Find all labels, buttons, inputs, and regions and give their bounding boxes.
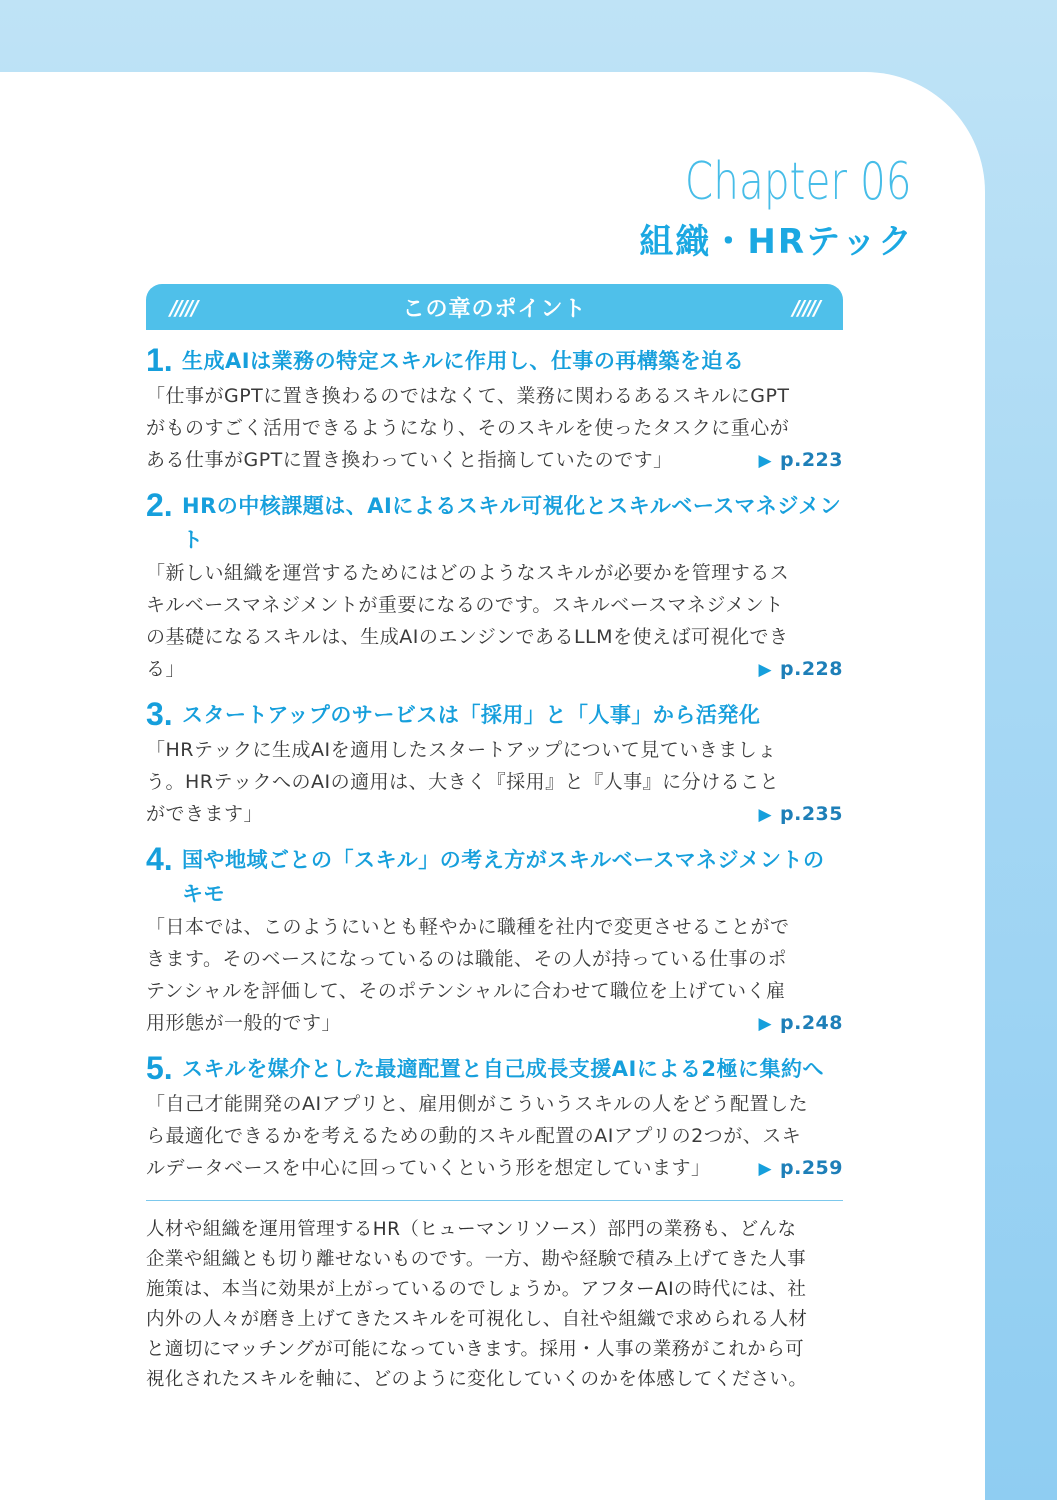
quote-line: 用形態が一般的です」: [146, 1012, 342, 1034]
quote-line: きます。そのベースになっているのは職能、その人が持っている仕事のポ: [146, 948, 788, 970]
point-number: 2.: [146, 487, 173, 523]
quote-line: ルデータベースを中心に回っていくという形を想定しています」: [146, 1157, 711, 1179]
chapter-title: 組織・HRテック: [639, 222, 914, 262]
page-reference: [758, 1007, 843, 1040]
point-item: [146, 839, 843, 1040]
point-heading: スタートアップのサービスは「採用」と「人事」から活発化: [182, 703, 761, 727]
quote-line: の基礎になるスキルは、生成AIのエンジンであるLLMを使えば可視化でき: [146, 626, 789, 648]
point-number: 1.: [146, 342, 173, 378]
point-header: [146, 1048, 843, 1088]
quote-line: う。HRテックへのAIの適用は、大きく『採用』と『人事』に分けること: [146, 771, 780, 793]
page-reference: [758, 653, 843, 686]
summary-line: 企業や組織とも切り離せないものです。一方、勘や経験で積み上げてきた人事: [146, 1249, 807, 1270]
page-reference-text: p.223: [780, 449, 843, 471]
quote-line: ら最適化できるかを考えるための動的スキル配置のAIアプリの2つが、スキ: [146, 1125, 802, 1147]
summary-line: 人材や組織を運用管理するHR（ヒューマンリソース）部門の業務も、どんな: [146, 1219, 797, 1240]
quote-line: 「HRテックに生成AIを適用したスタートアップについて見ていきましょ: [146, 739, 777, 761]
triangle-right-icon: ▶: [758, 451, 773, 471]
point-number: 4.: [146, 841, 173, 877]
summary-line: 内外の人々が磨き上げてきたスキルを可視化し、自社や組織で求められる人材: [146, 1309, 808, 1330]
quote-line: ある仕事がGPTに置き換わっていくと指摘していたのです」: [146, 449, 673, 471]
stripe-decoration-left: /////: [170, 296, 197, 320]
chapter-label: Chapter 06: [685, 152, 912, 212]
point-header: [146, 485, 843, 557]
quote-last-line: [146, 1152, 843, 1185]
chapter-points-header: [146, 284, 843, 330]
point-number: 5.: [146, 1050, 173, 1086]
point-header: [146, 839, 843, 911]
points-list: [146, 340, 843, 1193]
quote-line: がものすごく活用できるようになり、そのスキルを使ったタスクに重心が: [146, 417, 790, 439]
page-reference-text: p.248: [780, 1012, 843, 1034]
page-reference-text: p.259: [780, 1157, 843, 1179]
page-reference-text: p.228: [780, 658, 843, 680]
summary-line: 施策は、本当に効果が上がっているのでしょうか。アフターAIの時代には、社: [146, 1279, 807, 1300]
page-reference: [758, 1152, 843, 1185]
point-item: [146, 340, 843, 477]
point-header: [146, 694, 843, 734]
quote-line: 「日本では、このようにいとも軽やかに職種を社内で変更させることがで: [146, 916, 790, 938]
quote-last-line: [146, 1007, 843, 1040]
chapter-summary: [146, 1215, 843, 1395]
chapter-points-title: この章のポイント: [402, 296, 587, 322]
page-reference-text: p.235: [780, 803, 843, 825]
point-heading: 国や地域ごとの「スキル」の考え方がスキルベースマネジメントのキモ: [182, 848, 825, 906]
point-item: [146, 485, 843, 686]
triangle-right-icon: ▶: [758, 805, 773, 825]
page-reference: [758, 444, 843, 477]
triangle-right-icon: ▶: [758, 1014, 773, 1034]
triangle-right-icon: ▶: [758, 1159, 773, 1179]
quote-last-line: [146, 444, 843, 477]
point-item: [146, 1048, 843, 1185]
stripe-decoration-right: /////: [792, 296, 819, 320]
triangle-right-icon: ▶: [758, 660, 773, 680]
point-heading: 生成AIは業務の特定スキルに作用し、仕事の再構築を迫る: [182, 349, 745, 373]
page-reference: [758, 798, 843, 831]
summary-line: と適切にマッチングが可能になっていきます。採用・人事の業務がこれから可: [146, 1339, 804, 1360]
quote-line: 「自己才能開発のAIアプリと、雇用側がこういうスキルの人をどう配置した: [146, 1093, 809, 1115]
point-item: [146, 694, 843, 831]
quote-line: テンシャルを評価して、そのポテンシャルに合わせて職位を上げていく雇: [146, 980, 786, 1002]
quote-line: る」: [146, 658, 186, 680]
point-heading: HRの中核課題は、AIによるスキル可視化とスキルベースマネジメント: [182, 494, 842, 552]
quote-line: ができます」: [146, 803, 264, 825]
quote-last-line: [146, 653, 843, 686]
quote-line: 「新しい組織を運営するためにはどのようなスキルが必要かを管理するス: [146, 562, 790, 584]
summary-line: 視化されたスキルを軸に、どのように変化していくのかを体感してください。: [146, 1369, 808, 1390]
point-heading: スキルを媒介とした最適配置と自己成長支援AIによる2極に集約へ: [182, 1057, 824, 1081]
quote-line: 「仕事がGPTに置き換わるのではなくて、業務に関わるあるスキルにGPT: [146, 385, 790, 407]
quote-line: キルベースマネジメントが重要になるのです。スキルベースマネジメント: [146, 594, 784, 616]
point-number: 3.: [146, 696, 173, 732]
section-divider: [146, 1200, 843, 1201]
point-header: [146, 340, 843, 380]
quote-last-line: [146, 798, 843, 831]
